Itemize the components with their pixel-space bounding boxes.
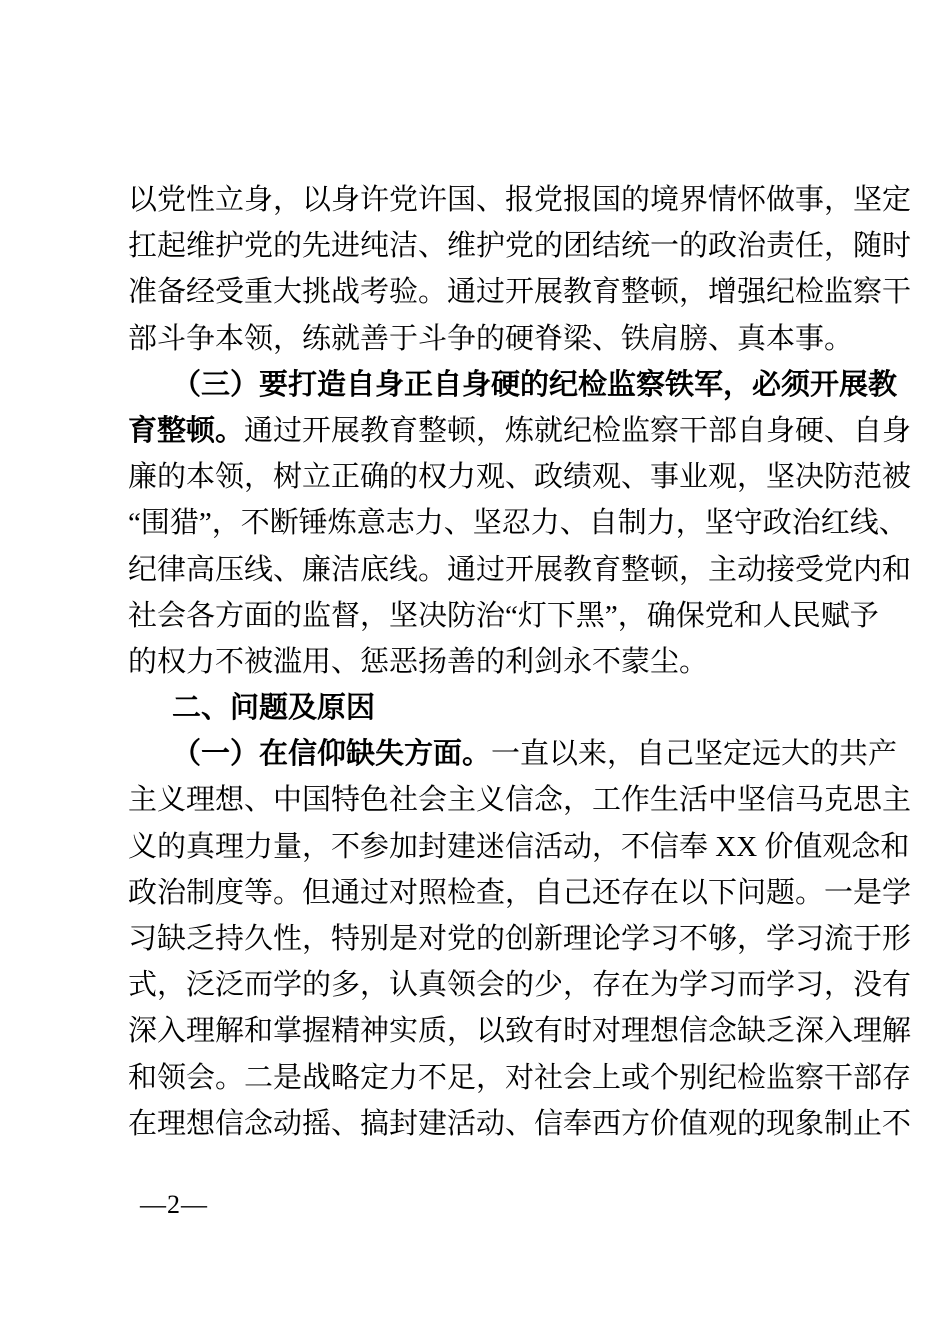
- text: 一直以来，自己坚定远大的共产: [491, 738, 898, 771]
- text-line: [128, 500, 908, 546]
- text-line: [128, 408, 912, 454]
- section-heading-3: [128, 362, 898, 408]
- document-body: [128, 177, 912, 1147]
- text: 习缺乏持久性，特别是对党的创新理论学习不够，学习流于形: [128, 923, 912, 955]
- text-line: [128, 639, 842, 685]
- bold-heading: （三）要打造自身正自身硬的纪检监察铁军，必须开展教: [172, 368, 898, 401]
- text: 深入理解和掌握精神实质，以致有时对理想信念缺乏深入理解: [128, 1015, 912, 1048]
- text-line: [128, 177, 912, 223]
- text-line: [128, 777, 912, 823]
- text-line: [128, 547, 912, 593]
- text-line: [128, 1055, 912, 1101]
- text-line: [128, 731, 898, 777]
- text: 通过开展教育整顿，炼就纪检监察干部自身硬、自身: [244, 414, 912, 447]
- text: 以党性立身，以身许党许国、报党报国的境界情怀做事，坚定: [128, 184, 912, 216]
- text-line: [128, 916, 912, 962]
- section-title-text: 二、问题及原因: [172, 692, 376, 725]
- text: 义的真理力量，不参加封建迷信活动，不信奉 XX 价值观念和: [128, 830, 910, 863]
- text-line: [128, 962, 912, 1008]
- text: 式，泛泛而学的多，认真领会的少，存在为学习而学习，没有: [128, 969, 912, 1002]
- text: “围猎”，不断锤炼意志力、坚忍力、自制力，坚守政治红线、: [128, 507, 908, 540]
- text-line: [128, 223, 912, 269]
- text: 和领会。二是战略定力不足，对社会上或个别纪检监察干部存: [128, 1061, 912, 1094]
- text: 在理想信念动摇、搞封建活动、信奉西方价值观的现象制止不: [128, 1107, 912, 1140]
- bold-heading: （一）在信仰缺失方面。: [172, 738, 492, 771]
- section-title: [128, 685, 842, 731]
- text-line: [128, 1101, 912, 1147]
- text-line: [128, 824, 910, 870]
- text: 廉的本领，树立正确的权力观、政绩观、事业观，坚决防范被: [128, 461, 912, 494]
- text-line: [128, 593, 879, 639]
- text: 社会各方面的监督，坚决防治“灯下黑”，确保党和人民赋予: [128, 599, 879, 632]
- text: 准备经受重大挑战考验。通过开展教育整顿，增强纪检监察干: [128, 276, 912, 309]
- bold-heading: 育整顿。: [128, 414, 245, 447]
- text: 纪律高压线、廉洁底线。通过开展教育整顿，主动接受党内和: [128, 553, 912, 586]
- text-line: [128, 1008, 912, 1054]
- text: 政治制度等。但通过对照检查，自己还存在以下问题。一是学: [128, 876, 912, 909]
- text-line: [128, 269, 912, 315]
- text: 的权力不被滥用、惩恶扬善的利剑永不蒙尘。: [128, 645, 709, 678]
- text-line: [128, 316, 854, 362]
- text: 部斗争本领，练就善于斗争的硬脊梁、铁肩膀、真本事。: [128, 322, 854, 355]
- text: 主义理想、中国特色社会主义信念，工作生活中坚信马克思主: [128, 784, 912, 817]
- text: 扛起维护党的先进纯洁、维护党的团结统一的政治责任，随时: [128, 230, 912, 263]
- text-line: [128, 454, 912, 500]
- page-number: —2—: [140, 1190, 208, 1219]
- text-line: [128, 870, 912, 916]
